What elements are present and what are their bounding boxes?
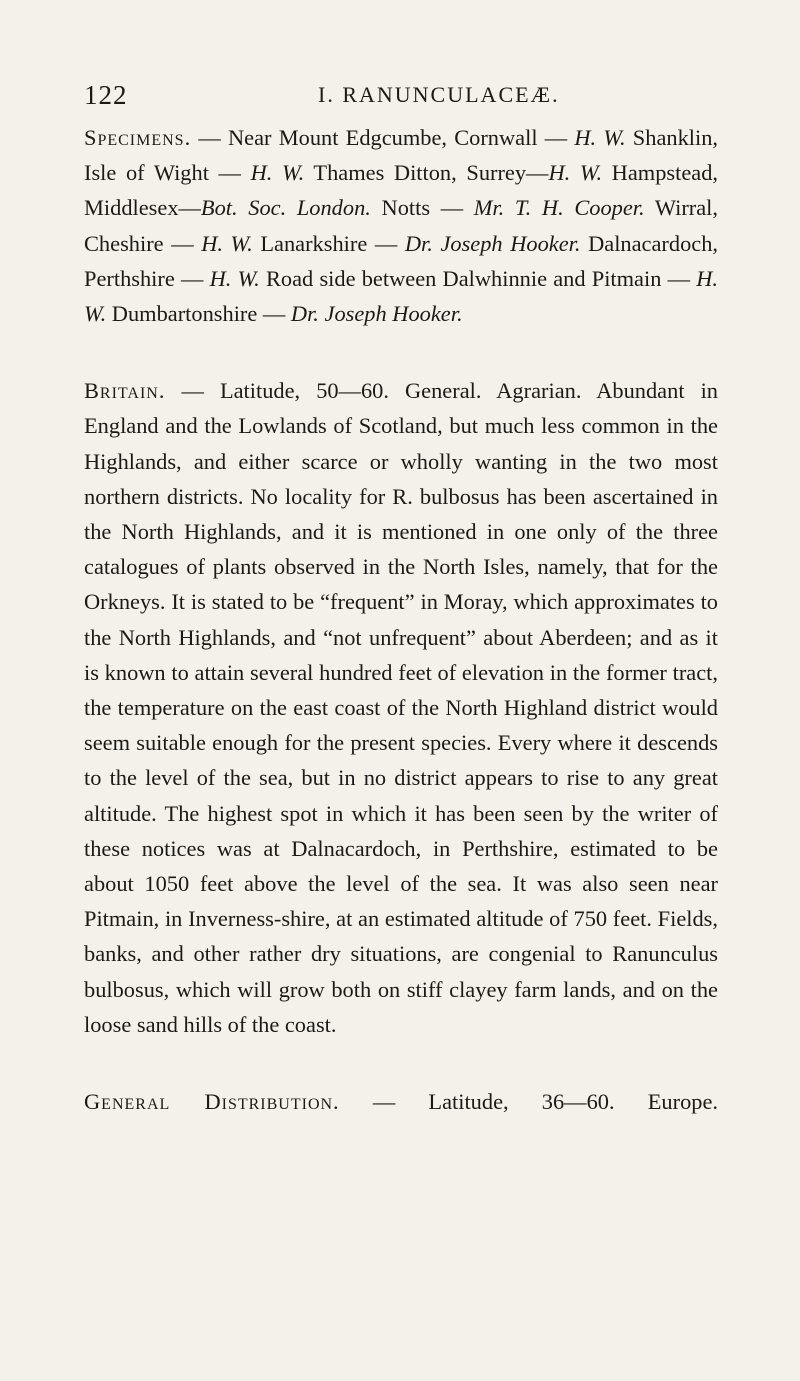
specimens-collector-3: H. W. — [548, 160, 603, 186]
specimens-text-1: — Near Mount Edgcumbe, Cornwall — — [191, 125, 575, 150]
specimens-text-11: Wirral, Cheshire — — [84, 195, 718, 256]
paragraph-gap — [84, 1042, 718, 1084]
specimens-collector-4: Bot. Soc. London. — [200, 195, 371, 221]
specimens-text-19: Dumbartonshire — — [106, 301, 291, 327]
specimens-text-13: Lanarkshire — — [252, 230, 405, 256]
specimens-collector-1: H. W. — [574, 125, 626, 150]
specimens-collector-8: H. W. — [209, 265, 260, 291]
page-header — [84, 80, 716, 114]
specimens-text-5: Thames Ditton, Surrey— — [304, 160, 549, 186]
general-distribution-text: — Latitude, 36—60. Europe. — [339, 1089, 718, 1115]
specimens-collector-5: Mr. T. H. Cooper. — [473, 195, 645, 221]
britain-paragraph — [84, 373, 718, 1042]
specimens-collector-9: H. W. — [84, 265, 719, 327]
specimens-collector-7: Dr. Joseph Hooker. — [404, 230, 581, 256]
running-title: I. RANUNCULACEÆ. — [318, 82, 560, 107]
specimens-heading: Specimens. — [84, 125, 192, 150]
britain-text: — Latitude, 50—60. General. Agrarian. Abundant in England and the Lowlands of Scotland, but much less common in the Highlands, and either scarce or wholly wanting in the two most northern districts. No locality for R. bulbosus has been ascertained in the North Highlands, and it is mentioned in one only of the three catalogues of plants observed in the North Isles, namely, that for the Orkneys. It is stated to be “frequent” in Moray, which approximates to the North Highlands, and “not unfrequent” about Aberdeen; and as it is known to attain several hundred feet of elevation in the former tract, the temperature on the east coast of the North Highland district would seem suitable enough for the present species. Every where it descends to the level of the sea, but in no district appears to rise to any great altitude. The highest spot in which it has been seen by the writer of these notices was at Dalnacardoch, in Perthshire, estimated to be about 1050 feet above the level of the sea. It was also seen near Pitmain, in Inverness-shire, at an estimated altitude of 750 feet. Fields, banks, and other rather dry situations, are congenial to Ranunculus bulbosus, which will grow both on stiff clayey farm lands, and on the loose sand hills of the coast. — [84, 378, 718, 1037]
specimens-paragraph — [84, 120, 718, 331]
specimens-text-17: Road side between Dalwhinnie and Pitmain — — [259, 265, 697, 291]
specimens-text-3: Shanklin, Isle of Wight — — [84, 125, 719, 186]
britain-heading: Britain. — [84, 378, 166, 404]
page-number: 122 — [84, 80, 128, 110]
specimens-text-7: Hampstead, Middlesex— — [84, 160, 719, 221]
specimens-collector-2: H. W. — [250, 160, 305, 186]
specimens-text-15: Dalnacardoch, Perthshire — — [84, 230, 719, 291]
general-distribution-paragraph — [84, 1084, 718, 1119]
paragraph-gap — [84, 331, 718, 373]
specimens-collector-10: Dr. Joseph Hooker. — [290, 301, 463, 327]
specimens-text-9: Notts — — [370, 195, 474, 221]
page-body — [84, 120, 718, 1119]
general-distribution-heading: General Distribution. — [84, 1089, 340, 1115]
specimens-collector-6: H. W. — [201, 230, 253, 256]
